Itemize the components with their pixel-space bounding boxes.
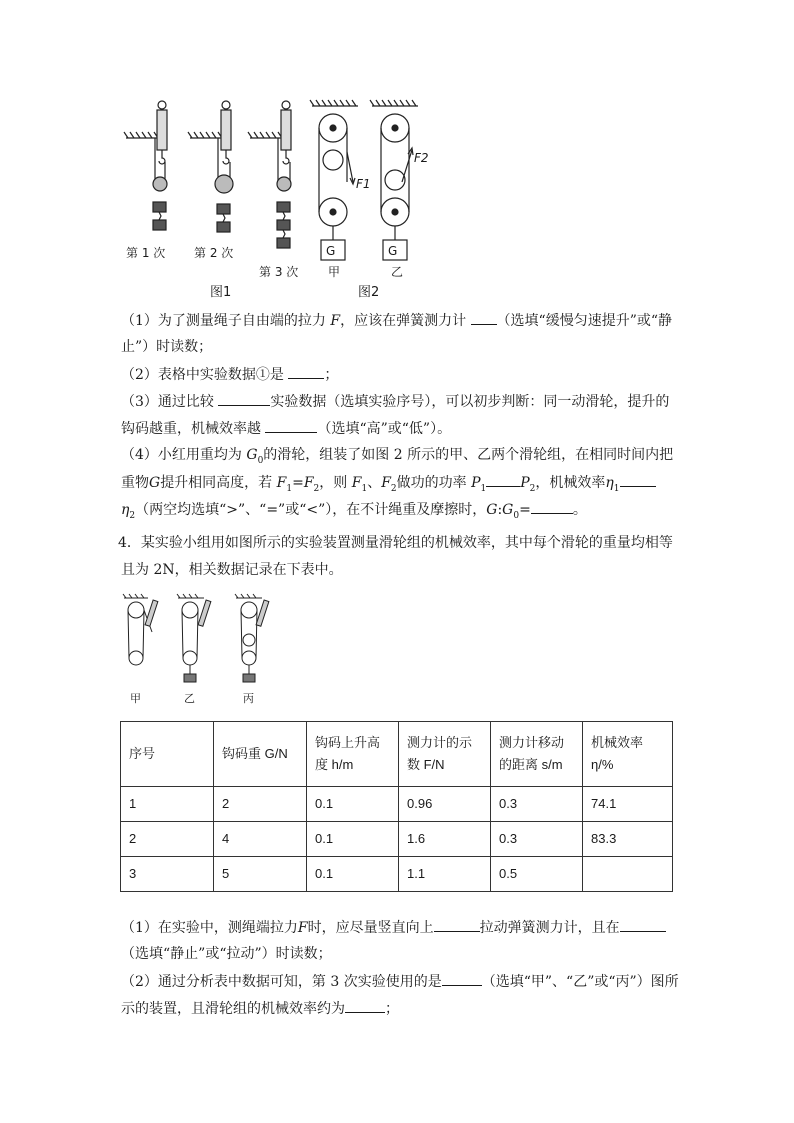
q1-line-2: 止”）时读数； bbox=[121, 339, 213, 355]
q4-line-3: $\eta_2$（两空均选填“>”、“=”或“<”），在不计绳重及摩擦时，$G:G_0=$ 。 bbox=[121, 499, 587, 526]
cell: 0.1 bbox=[307, 787, 399, 822]
fig2-label-right: 乙 bbox=[391, 265, 404, 279]
header-cell: 机械效率 η/% bbox=[583, 722, 673, 787]
cell: 83.3 bbox=[583, 822, 673, 857]
table-header-row bbox=[121, 722, 673, 787]
cell: 74.1 bbox=[583, 787, 673, 822]
header-cell: 钩码上升高 度 h/m bbox=[307, 722, 399, 787]
fig2-force-2: F2 bbox=[414, 151, 429, 165]
answer-blank[interactable] bbox=[471, 310, 497, 325]
fig1-label-3: 第 3 次 bbox=[259, 265, 299, 279]
header-cell: 钩码重 G/N bbox=[214, 722, 307, 787]
answer-blank[interactable] bbox=[442, 971, 482, 986]
cell: 2 bbox=[214, 787, 307, 822]
q2-line: （2）表格中实验数据①是 ； bbox=[121, 364, 338, 385]
cell: 1.1 bbox=[399, 857, 491, 892]
problem-4-intro-2: 且为 2N，相关数据记录在下表中。 bbox=[121, 562, 343, 578]
p4-q2-line-2: 示的装置，且滑轮组的机械效率约为 ； bbox=[121, 998, 399, 1019]
cell: 0.1 bbox=[307, 857, 399, 892]
fig1-caption: 图1 bbox=[210, 285, 232, 300]
fig2-label-left: 甲 bbox=[328, 265, 341, 279]
cell: 0.3 bbox=[491, 787, 583, 822]
header-cell: 测力计的示 数 F/N bbox=[399, 722, 491, 787]
fig3-label-3: 丙 bbox=[243, 692, 254, 705]
cell: 1 bbox=[121, 787, 214, 822]
fig2-weight-right: G bbox=[388, 244, 398, 258]
p4-q1-line-1: （1）在实验中，测绳端拉力F时，应尽量竖直向上 拉动弹簧测力计，且在 bbox=[121, 917, 666, 938]
answer-blank[interactable] bbox=[345, 998, 385, 1013]
cell: 0.96 bbox=[399, 787, 491, 822]
q4-line-1: （4）小红用重均为 $G_0$的滑轮，组装了如图 2 所示的甲、乙两个滑轮组，在相同时间内把 bbox=[121, 447, 674, 466]
cell: 2 bbox=[121, 822, 214, 857]
q4-line-2: 重物G提升相同高度，若 $F_1=F_2$，则 $F_1$、$F_2$做功的功率 $P_1$ $P_2$，机械效率$\eta_1$ bbox=[121, 472, 656, 499]
cell: 3 bbox=[121, 857, 214, 892]
fig2-caption: 图2 bbox=[358, 285, 380, 300]
header-cell: 序号 bbox=[121, 722, 214, 787]
problem-4-intro-1: 4．某实验小组用如图所示的实验装置测量滑轮组的机械效率，其中每个滑轮的重量均相等 bbox=[118, 535, 673, 551]
header-cell: 测力计移动 的距离 s/m bbox=[491, 722, 583, 787]
table-row bbox=[121, 822, 673, 857]
figure-3-pulleys bbox=[118, 592, 283, 710]
cell: 1.6 bbox=[399, 822, 491, 857]
p4-q2-line-1: （2）通过分析表中数据可知，第 3 次实验使用的是 （选填“甲”、“乙”或“丙”）图所 bbox=[121, 971, 679, 992]
cell: 0.5 bbox=[491, 857, 583, 892]
fig3-label-2: 乙 bbox=[184, 692, 195, 705]
q3-line-1: （3）通过比较 实验数据（选填实验序号），可以初步判断：同一动滑轮，提升的 bbox=[121, 391, 669, 412]
q1-line-1: （1）为了测量绳子自由端的拉力 F，应该在弹簧测力计 （选填“缓慢匀速提升”或“静 bbox=[121, 310, 672, 331]
figure-1-and-2 bbox=[118, 92, 448, 302]
p4-q1-line-2: （选填“静止”或“拉动”）时读数； bbox=[121, 946, 332, 962]
cell: 4 bbox=[214, 822, 307, 857]
cell: 0.3 bbox=[491, 822, 583, 857]
answer-blank[interactable] bbox=[434, 917, 480, 932]
fig2-force-1: F1 bbox=[356, 177, 371, 191]
cell bbox=[583, 857, 673, 892]
fig2-weight-left: G bbox=[326, 244, 336, 258]
answer-blank[interactable] bbox=[288, 364, 324, 379]
answer-blank[interactable] bbox=[218, 391, 270, 406]
fig1-label-1: 第 1 次 bbox=[126, 246, 166, 260]
answer-blank[interactable] bbox=[620, 917, 666, 932]
answer-blank[interactable] bbox=[531, 499, 573, 514]
q3-line-2: 钩码越重，机械效率越 （选填“高”或“低”）。 bbox=[121, 418, 451, 439]
cell: 5 bbox=[214, 857, 307, 892]
table-row bbox=[121, 857, 673, 892]
answer-blank[interactable] bbox=[486, 472, 520, 487]
cell: 0.1 bbox=[307, 822, 399, 857]
answer-blank[interactable] bbox=[265, 418, 317, 433]
table-row bbox=[121, 787, 673, 822]
answer-blank[interactable] bbox=[620, 472, 656, 487]
fig3-label-1: 甲 bbox=[130, 692, 141, 705]
data-table bbox=[120, 721, 673, 892]
fig1-label-2: 第 2 次 bbox=[194, 246, 234, 260]
